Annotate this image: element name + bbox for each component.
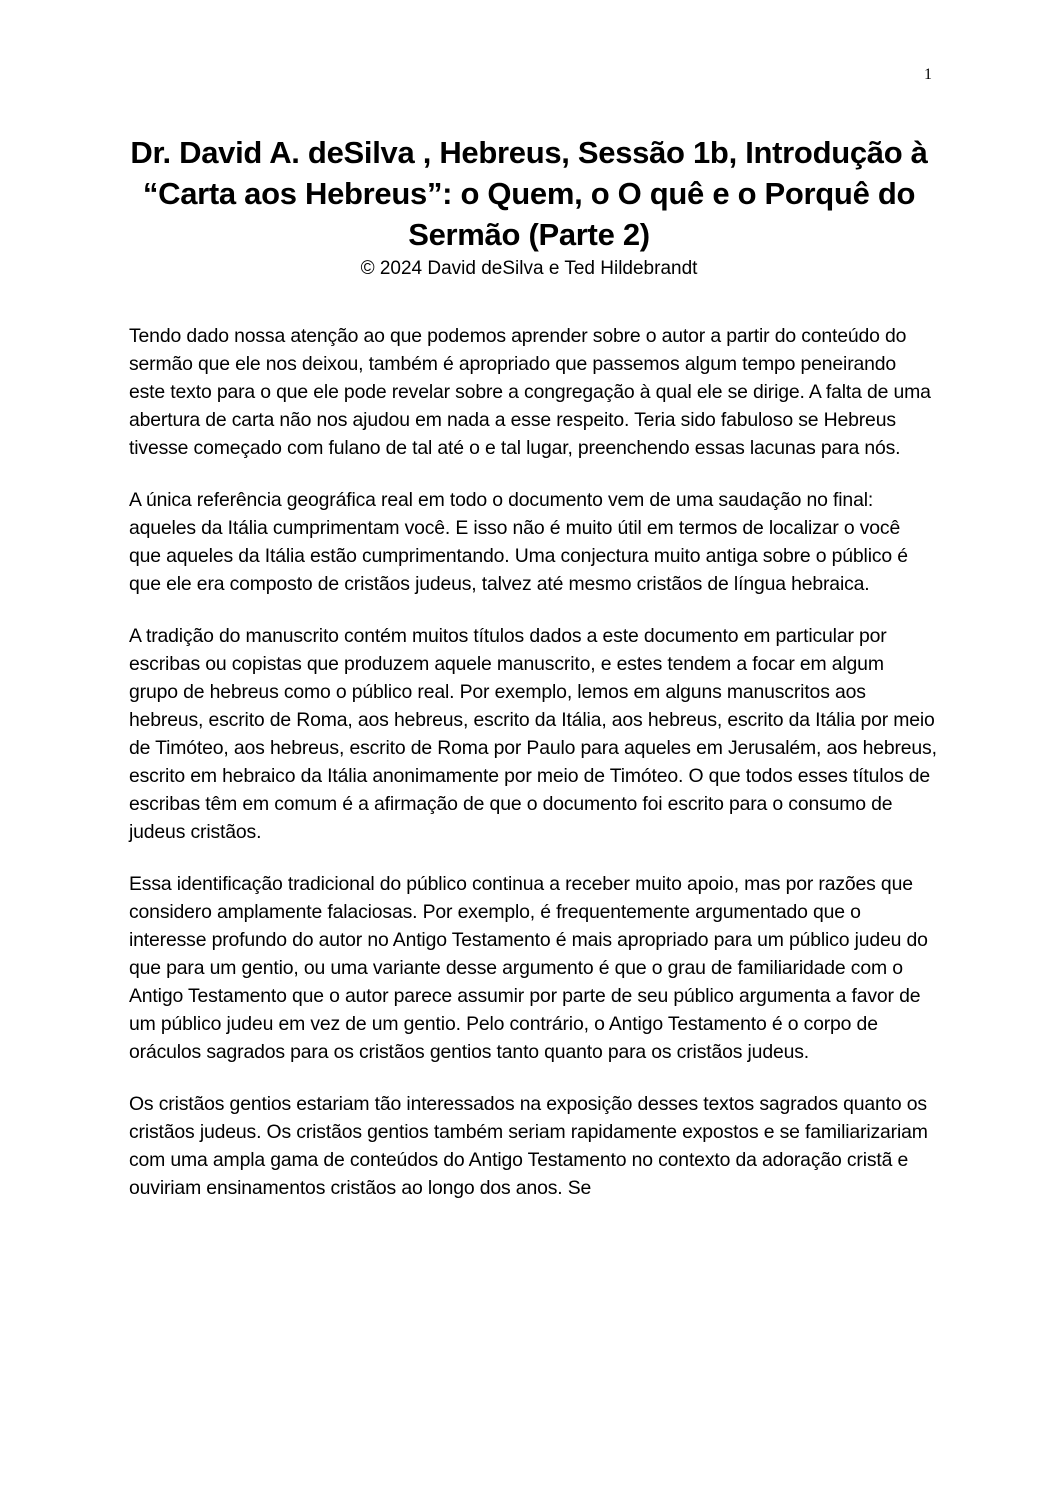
paragraph-4: Essa identificação tradicional do público continua a receber muito apoio, mas por razões que considero amplamente falaciosas. Por exemplo, é frequentemente argumentado que o interesse profundo do autor no Antigo Testamento é mais apropriado para um público judeu do que para um gentio, ou uma variante desse argumento é que o grau de familiaridade com o Antigo Testamento que o autor parece assumir por parte de seu público argumenta a favor de um público judeu em vez de um gentio. Pelo contrário, o Antigo Testamento é o corpo de oráculos sagrados para os cristãos gentios tanto quanto para os cristãos judeus. [129,873,928,1063]
document-title: Dr. David A. deSilva , Hebreus, Sessão 1b, Introdução à “Carta aos Hebreus”: o Quem, o O quê e o Porquê do Sermão (Parte 2) [130,135,928,252]
document-body [129,322,937,1226]
paragraph-3: A tradição do manuscrito contém muitos títulos dados a este documento em particular por escribas ou copistas que produzem aquele manuscrito, e estes tendem a focar em algum grupo de hebreus como o público real. Por exemplo, lemos em alguns manuscritos aos hebreus, escrito de Roma, aos hebreus, escrito da Itália, aos hebreus, escrito da Itália por meio de Timóteo, aos hebreus, escrito de Roma por Paulo para aqueles em Jerusalém, aos hebreus, escrito em hebraico da Itália anonimamente por meio de Timóteo. O que todos esses títulos de escribas têm em comum é a afirmação de que o documento foi escrito para o consumo de judeus cristãos. [129,625,937,843]
paragraph-2: A única referência geográfica real em todo o documento vem de uma saudação no final: aqueles da Itália cumprimentam você. E isso não é muito útil em termos de localizar o você que aqueles da Itália estão cumprimentando. Uma conjectura muito antiga sobre o público é que ele era composto de cristãos judeus, talvez até mesmo cristãos de língua hebraica. [129,489,908,595]
document-header [100,132,958,281]
copyright-line: © 2024 David deSilva e Ted Hildebrandt [360,258,698,279]
paragraph-5: Os cristãos gentios estariam tão interessados na exposição desses textos sagrados quanto os cristãos judeus. Os cristãos gentios também seriam rapidamente expostos e se familiarizariam com uma ampla gama de conteúdos do Antigo Testamento no contexto da adoração cristã e ouviriam ensinamentos cristãos ao longo dos anos. Se [129,1093,928,1199]
page-number: 1 [924,66,932,83]
paragraph-1: Tendo dado nossa atenção ao que podemos aprender sobre o autor a partir do conteúdo do sermão que ele nos deixou, também é apropriado que passemos algum tempo peneirando este texto para o que ele pode revelar sobre a congregação à qual ele se dirige. A falta de uma abertura de carta não nos ajudou em nada a esse respeito. Teria sido fabuloso se Hebreus tivesse começado com fulano de tal até o e tal lugar, preenchendo essas lacunas para nós. [129,325,931,459]
